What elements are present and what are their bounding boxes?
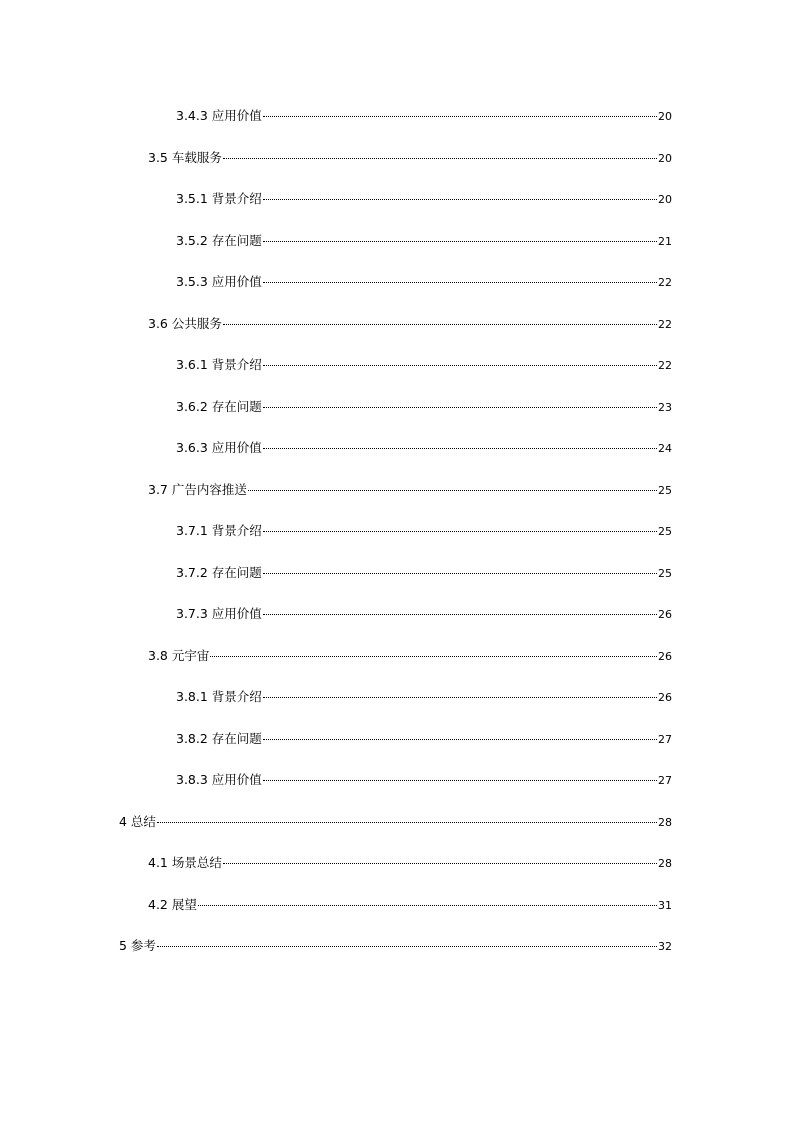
- toc-entry[interactable]: [0, 648, 793, 690]
- toc-entry-page: 20: [658, 110, 672, 123]
- toc-entry[interactable]: [0, 814, 793, 856]
- toc-entry-page: 22: [658, 276, 672, 289]
- toc-entry[interactable]: [0, 689, 793, 731]
- toc-entry-label: 3.6.1 背景介绍: [176, 357, 262, 372]
- toc-entry-page: 25: [658, 483, 672, 497]
- toc-dot-leader: [263, 531, 657, 532]
- toc-dot-leader: [157, 946, 657, 947]
- toc-entry-page: 31: [658, 898, 672, 912]
- toc-dot-leader: [263, 780, 657, 781]
- toc-entry-page: 22: [658, 317, 672, 331]
- toc-entry[interactable]: [0, 233, 793, 275]
- toc-dot-leader: [263, 739, 657, 740]
- toc-entry[interactable]: [0, 482, 793, 524]
- toc-entry[interactable]: [0, 772, 793, 814]
- toc-entry-page: 20: [658, 151, 672, 165]
- toc-entry[interactable]: [0, 150, 793, 192]
- table-of-contents: [0, 108, 793, 980]
- toc-entry-page: 28: [658, 857, 672, 870]
- toc-entry-page: 23: [658, 400, 672, 414]
- toc-dot-leader: [263, 614, 657, 615]
- toc-entry[interactable]: [0, 565, 793, 607]
- toc-dot-leader: [263, 697, 657, 698]
- toc-dot-leader: [223, 158, 657, 159]
- toc-entry-page: 32: [658, 940, 672, 953]
- toc-entry-label: 3.6.2 存在问题: [176, 398, 262, 414]
- toc-entry-page: 26: [658, 691, 672, 704]
- toc-entry[interactable]: [0, 357, 793, 399]
- toc-entry[interactable]: [0, 897, 793, 939]
- toc-entry[interactable]: [0, 731, 793, 773]
- toc-entry-label: 3.8.2 存在问题: [176, 730, 262, 746]
- toc-entry-page: 24: [658, 442, 672, 455]
- toc-entry-label: 3.7.1 背景介绍: [176, 523, 262, 538]
- toc-dot-leader: [223, 324, 657, 325]
- toc-entry-label: 3.5.3 应用价值: [176, 274, 262, 289]
- toc-dot-leader: [263, 448, 657, 449]
- toc-dot-leader: [198, 905, 657, 906]
- toc-entry[interactable]: [0, 606, 793, 648]
- toc-entry-label: 3.7.2 存在问题: [176, 564, 262, 580]
- toc-dot-leader: [263, 573, 657, 574]
- toc-entry-label: 4 总结: [119, 813, 156, 829]
- toc-entry-label: 5 参考: [119, 938, 156, 953]
- toc-dot-leader: [263, 365, 657, 366]
- toc-entry[interactable]: [0, 191, 793, 233]
- toc-entry-label: 4.2 展望: [148, 896, 197, 912]
- toc-dot-leader: [263, 199, 657, 200]
- toc-entry-label: 3.8.1 背景介绍: [176, 689, 262, 704]
- toc-entry-page: 27: [658, 732, 672, 746]
- toc-entry-label: 3.5.1 背景介绍: [176, 191, 262, 206]
- toc-dot-leader: [263, 116, 657, 117]
- toc-entry-page: 22: [658, 359, 672, 372]
- toc-entry-page: 28: [658, 815, 672, 829]
- toc-entry-label: 3.4.3 应用价值: [176, 108, 262, 123]
- toc-entry-label: 4.1 场景总结: [148, 855, 222, 870]
- toc-entry[interactable]: [0, 399, 793, 441]
- toc-entry[interactable]: [0, 855, 793, 897]
- toc-entry-page: 26: [658, 649, 672, 663]
- toc-entry[interactable]: [0, 108, 793, 150]
- toc-entry-page: 25: [658, 566, 672, 580]
- toc-entry-label: 3.6.3 应用价值: [176, 440, 262, 455]
- toc-entry-label: 3.5.2 存在问题: [176, 232, 262, 248]
- toc-entry-label: 3.8.3 应用价值: [176, 772, 262, 787]
- toc-dot-leader: [263, 241, 657, 242]
- toc-entry[interactable]: [0, 938, 793, 980]
- toc-dot-leader: [263, 407, 657, 408]
- toc-dot-leader: [263, 282, 657, 283]
- toc-entry-page: 25: [658, 525, 672, 538]
- toc-entry-page: 26: [658, 608, 672, 621]
- toc-entry-page: 27: [658, 774, 672, 787]
- toc-entry[interactable]: [0, 274, 793, 316]
- toc-entry-label: 3.6 公共服务: [148, 315, 222, 331]
- toc-entry[interactable]: [0, 440, 793, 482]
- toc-dot-leader: [248, 490, 657, 491]
- toc-entry-label: 3.7.3 应用价值: [176, 606, 262, 621]
- toc-entry-page: 21: [658, 234, 672, 248]
- toc-entry-label: 3.5 车载服务: [148, 149, 222, 165]
- toc-entry-label: 3.7 广告内容推送: [148, 481, 247, 497]
- toc-entry-page: 20: [658, 193, 672, 206]
- toc-entry-label: 3.8 元宇宙: [148, 647, 210, 663]
- toc-dot-leader: [223, 863, 657, 864]
- toc-entry[interactable]: [0, 523, 793, 565]
- toc-dot-leader: [210, 656, 657, 657]
- toc-entry[interactable]: [0, 316, 793, 358]
- toc-dot-leader: [157, 822, 657, 823]
